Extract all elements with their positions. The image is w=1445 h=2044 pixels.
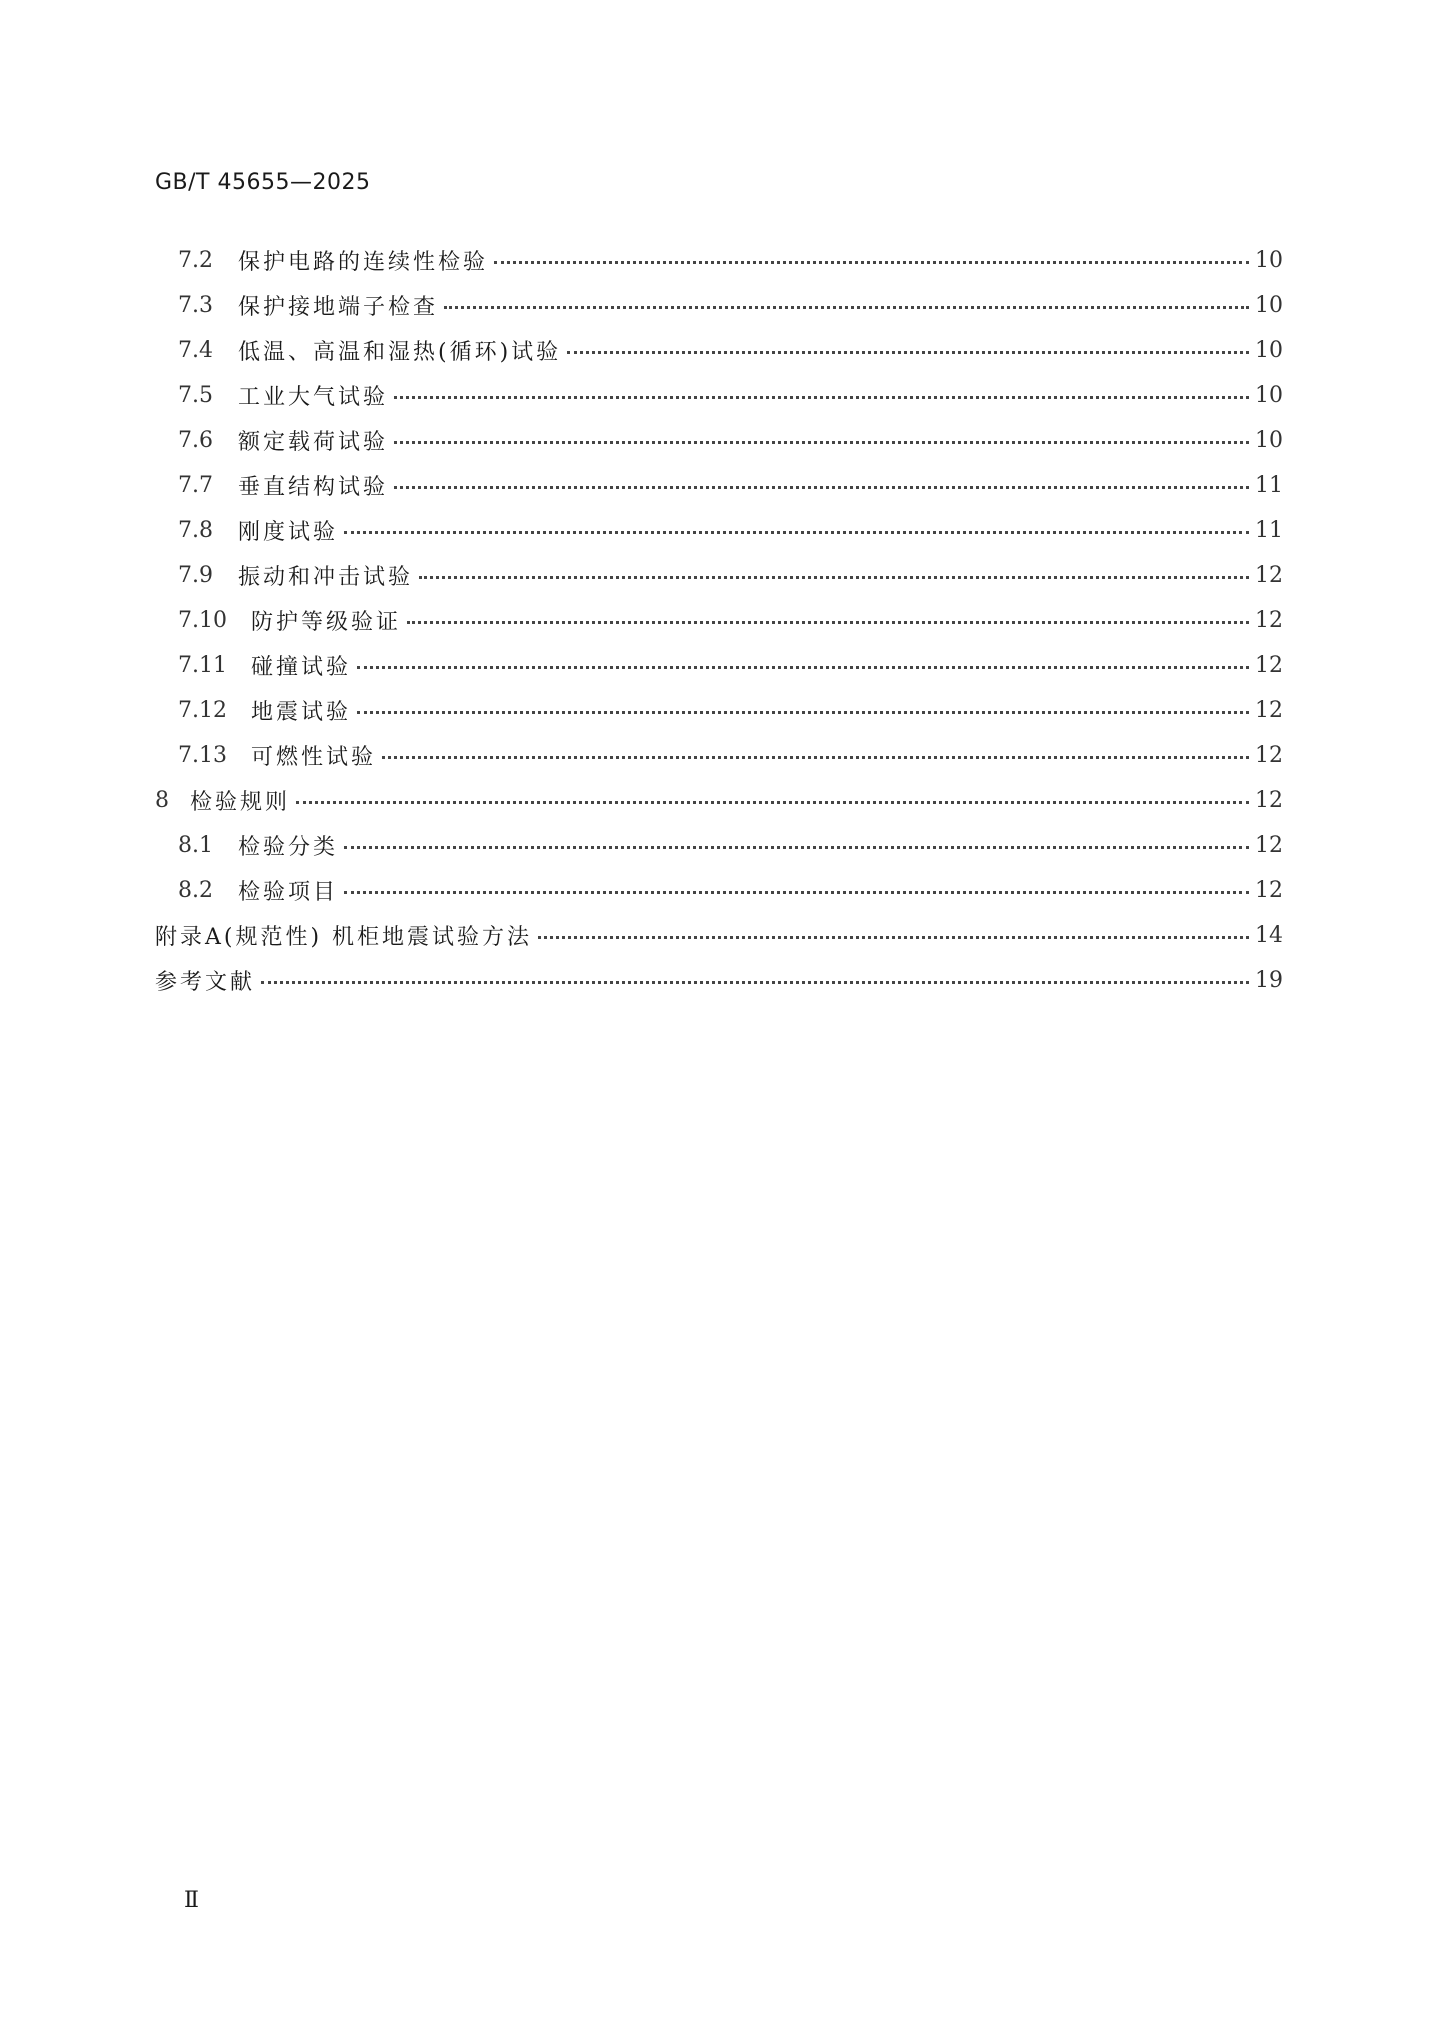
document-code: GB/T 45655—2025 — [155, 170, 371, 195]
toc-entry[interactable] — [155, 913, 1283, 958]
toc-entry-number: 8.2 — [178, 878, 213, 903]
toc-dot-leader — [357, 711, 1249, 714]
toc-entry-page: 11 — [1255, 518, 1283, 543]
toc-dot-leader — [296, 801, 1249, 804]
toc-entry-number: 7.9 — [178, 563, 213, 588]
toc-entry-number: 7.12 — [178, 698, 227, 723]
toc-entry-number: 8 — [155, 788, 169, 813]
toc-entry[interactable] — [155, 238, 1283, 283]
toc-entry-title: 工业大气试验 — [238, 385, 389, 410]
toc-dot-leader — [394, 486, 1249, 489]
toc-entry-title: 附录A(规范性) 机柜地震试验方法 — [155, 925, 533, 950]
toc-entry-title: 额定载荷试验 — [238, 430, 389, 455]
toc-dot-leader — [419, 576, 1249, 579]
toc-entry[interactable] — [155, 688, 1283, 733]
toc-entry-number: 7.7 — [178, 473, 213, 498]
page-number-roman: Ⅱ — [184, 1888, 199, 1913]
toc-dot-leader — [444, 306, 1249, 309]
toc-entry-page: 12 — [1255, 743, 1283, 768]
toc-entry[interactable] — [155, 733, 1283, 778]
toc-entry-page: 12 — [1255, 608, 1283, 633]
toc-entry[interactable] — [155, 598, 1283, 643]
toc-dot-leader — [394, 396, 1249, 399]
toc-entry[interactable] — [155, 328, 1283, 373]
toc-dot-leader — [344, 846, 1249, 849]
toc-entry-number: 7.5 — [178, 383, 213, 408]
toc-entry-page: 12 — [1255, 698, 1283, 723]
toc-entry-number: 7.10 — [178, 608, 227, 633]
toc-dot-leader — [261, 981, 1249, 984]
toc-dot-leader — [407, 621, 1249, 624]
toc-dot-leader — [538, 936, 1249, 939]
toc-entry-title: 低温、高温和湿热(循环)试验 — [238, 340, 562, 365]
toc-entry-page: 10 — [1255, 383, 1283, 408]
toc-entry[interactable] — [155, 958, 1283, 1003]
toc-dot-leader — [357, 666, 1249, 669]
toc-dot-leader — [382, 756, 1249, 759]
toc-entry-title: 碰撞试验 — [251, 655, 352, 680]
toc-entry-title: 地震试验 — [251, 700, 352, 725]
toc-entry-page: 19 — [1255, 968, 1283, 993]
toc-dot-leader — [494, 261, 1249, 264]
toc-entry-title: 垂直结构试验 — [238, 475, 389, 500]
toc-entry-title: 参考文献 — [155, 970, 256, 995]
toc-entry-page: 11 — [1255, 473, 1283, 498]
toc-entry-number: 7.11 — [178, 653, 227, 678]
toc-entry-title: 防护等级验证 — [251, 610, 402, 635]
toc-entry-title: 保护电路的连续性检验 — [238, 250, 489, 275]
toc-dot-leader — [394, 441, 1249, 444]
toc-entry-page: 10 — [1255, 248, 1283, 273]
toc-entry[interactable] — [155, 373, 1283, 418]
toc-entry[interactable] — [155, 508, 1283, 553]
toc-entry-page: 10 — [1255, 293, 1283, 318]
toc-entry[interactable] — [155, 778, 1283, 823]
toc-entry-title: 振动和冲击试验 — [238, 565, 414, 590]
toc-entry-page: 14 — [1255, 923, 1283, 948]
toc-entry-number: 7.2 — [178, 248, 213, 273]
toc-entry[interactable] — [155, 418, 1283, 463]
toc-entry-title: 检验项目 — [238, 880, 339, 905]
toc-entry-page: 10 — [1255, 428, 1283, 453]
toc-entry-title: 可燃性试验 — [251, 745, 377, 770]
toc-entry-number: 7.13 — [178, 743, 227, 768]
toc-entry[interactable] — [155, 463, 1283, 508]
toc-entry-title: 保护接地端子检查 — [238, 295, 439, 320]
table-of-contents — [155, 238, 1283, 1003]
toc-entry-page: 12 — [1255, 653, 1283, 678]
toc-entry[interactable] — [155, 553, 1283, 598]
toc-entry-page: 12 — [1255, 563, 1283, 588]
toc-entry-title: 检验规则 — [190, 790, 291, 815]
toc-entry-number: 7.4 — [178, 338, 213, 363]
toc-entry-page: 12 — [1255, 878, 1283, 903]
toc-entry-page: 10 — [1255, 338, 1283, 363]
toc-dot-leader — [567, 351, 1249, 354]
toc-entry-number: 7.8 — [178, 518, 213, 543]
toc-entry[interactable] — [155, 643, 1283, 688]
toc-entry[interactable] — [155, 283, 1283, 328]
toc-entry-number: 7.3 — [178, 293, 213, 318]
toc-entry[interactable] — [155, 868, 1283, 913]
toc-entry-number: 8.1 — [178, 833, 213, 858]
toc-entry-title: 检验分类 — [238, 835, 339, 860]
toc-entry-number: 7.6 — [178, 428, 213, 453]
toc-entry-page: 12 — [1255, 788, 1283, 813]
toc-entry[interactable] — [155, 823, 1283, 868]
toc-entry-title: 刚度试验 — [238, 520, 339, 545]
toc-dot-leader — [344, 891, 1249, 894]
toc-dot-leader — [344, 531, 1249, 534]
toc-entry-page: 12 — [1255, 833, 1283, 858]
